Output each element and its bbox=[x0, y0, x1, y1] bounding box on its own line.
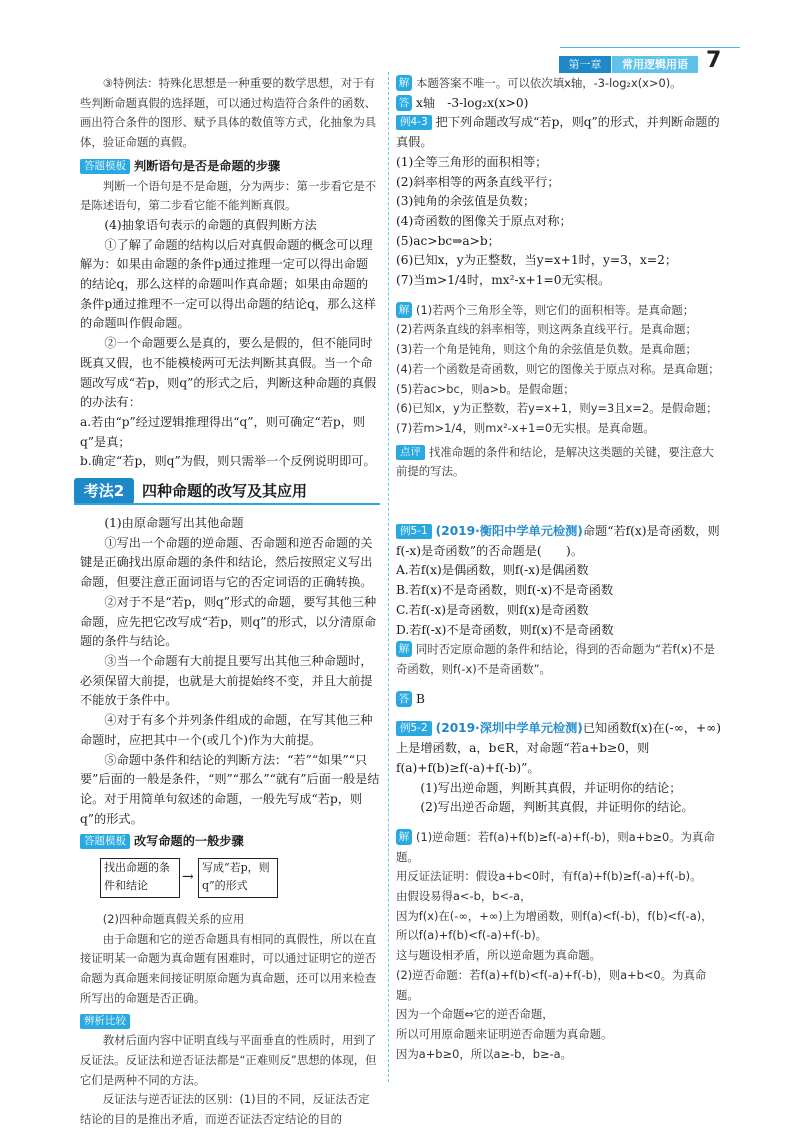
template-heading bbox=[80, 157, 380, 177]
solution-badge: 解 bbox=[396, 75, 412, 91]
list-item: (5)ac>bc⇒a>b； bbox=[396, 233, 500, 248]
solution-line: (7)若m>1/4，则mx²-x+1=0无实根。是真命题。 bbox=[396, 420, 655, 435]
solution-lines bbox=[396, 320, 722, 438]
question: (1)写出逆命题，判断其真假，并证明你的结论； bbox=[420, 780, 682, 795]
solution-badge: 解 bbox=[396, 829, 412, 845]
solution-line: (6)已知x，y为正整数，若y=x+1，则y=3且x=2。是假命题； bbox=[396, 401, 718, 416]
answer-line bbox=[396, 690, 722, 710]
solution-body: 同时否定原命题的条件和结论，得到的否命题为“若f(x)不是奇函数，则f(-x)不是奇函数”。 bbox=[396, 642, 715, 676]
template-tag: 答题模板 bbox=[80, 834, 130, 849]
right-column bbox=[396, 74, 722, 1064]
solution-badge: 解 bbox=[396, 302, 412, 318]
answer-badge: 答 bbox=[396, 95, 412, 111]
answer-badge: 答 bbox=[396, 691, 412, 707]
question: (2)写出逆否命题，判断其真假，并证明你的结论。 bbox=[420, 800, 694, 815]
paragraph: 判断一个语句是不是命题，分为两步：第一步看它是不是陈述语句，第二步看它能不能判断真假。 bbox=[80, 178, 377, 213]
solution-line: 这与题设相矛盾，所以逆命题为真命题。 bbox=[396, 948, 602, 963]
solution-line: (1)逆命题：若f(a)+f(b)≥f(-a)+f(-b)，则a+b≥0。为真命题。 bbox=[396, 829, 715, 864]
list-item: (4)奇函数的图像关于原点对称； bbox=[396, 213, 572, 228]
option-item: A.若f(x)是偶函数，则f(-x)是偶函数 bbox=[396, 563, 589, 578]
solution-line: (4)若一个函数是奇函数，则它的图像关于原点对称。是真命题； bbox=[396, 361, 720, 376]
example-source: (2019·深圳中学单元检测) bbox=[435, 721, 583, 736]
paragraph: ①写出一个命题的逆命题、否命题和逆否命题的关键是正确找出原命题的条件和结论，然后按照定义写出命题，但要注意正面词语与它的否定词语的正确转换。 bbox=[80, 535, 373, 590]
flow-box-step1: 找出命题的条件和结论 bbox=[100, 858, 180, 898]
solution-text bbox=[396, 301, 722, 321]
solution-text bbox=[396, 640, 722, 679]
paragraph: ②对于不是“若p，则q”形式的命题，要写其他三种命题，应先把它改写成“若p，则q”的形式，以分清原命题的条件与结论。 bbox=[80, 594, 377, 649]
paragraph: 反证法与逆否证法的区别：(1)目的不同，反证法否定结论的目的是推出矛盾，而逆否证法否定结论的目的 bbox=[80, 1092, 370, 1127]
solution-text bbox=[396, 828, 722, 867]
page-number: 7 bbox=[706, 48, 722, 73]
paragraph: ③当一个命题有大前提且要写出其他三种命题时，必须保留大前提，也就是大前提始终不变，并且大前提不能放于条件中。 bbox=[80, 653, 373, 708]
solution-badge: 解 bbox=[396, 641, 412, 657]
template-title: 判断语句是否是命题的步骤 bbox=[134, 158, 281, 173]
paragraph: 由于命题和它的逆否命题具有相同的真假性，所以在直接证明某一命题为真命题有困难时，可以通过证明它的逆否命题为真命题来间接证明原命题为真命题，还可以用来检查所写出的命题是否正确。 bbox=[80, 931, 377, 1005]
solution-line: (1)若两个三角形全等，则它们的面积相等。是真命题； bbox=[416, 302, 695, 317]
option-item: D.若f(-x)不是奇函数，则f(x)不是奇函数 bbox=[396, 622, 614, 637]
comment-tag: 点评 bbox=[396, 445, 425, 460]
answer-line bbox=[396, 94, 722, 114]
option-item: B.若f(x)不是奇函数，则f(-x)不是奇函数 bbox=[396, 583, 614, 598]
paragraph: ⑤命题中条件和结论的判断方法：“若”“如果”“只要”后面的一般是条件，“则”“那么”“就有”后面一般是结论。对于用简单句叙述的命题，一般先写成“若p，则q”的形式。 bbox=[80, 752, 380, 826]
list-item: (7)当m>1/4时，mx²-x+1=0无实根。 bbox=[396, 273, 611, 288]
example-label: 例5-2 bbox=[396, 721, 432, 736]
solution-line: (3)若一个角是钝角，则这个角的余弦值是负数。是真命题； bbox=[396, 342, 697, 357]
answer-body: x轴 -3-log₂x(x>0) bbox=[416, 95, 529, 110]
comment-text: 找准命题的条件和结论，是解决这类题的关键，要注意大前提的写法。 bbox=[396, 444, 714, 479]
solution-line: 因为a+b≥0，所以a≥-b，b≥-a。 bbox=[396, 1046, 573, 1061]
example-4-3 bbox=[396, 113, 722, 152]
template-title: 改写命题的一般步骤 bbox=[134, 834, 244, 849]
list-item: (3)钝角的余弦值是负数； bbox=[396, 194, 536, 209]
solution-line: 由假设易得a<-b，b<-a， bbox=[396, 889, 532, 904]
example-label: 例4-3 bbox=[396, 115, 432, 130]
paragraph: ②一个命题要么是真的，要么是假的，但不能同时既真又假，也不能模棱两可无法判断其真假。当一个命题改写成“若p，则q”的形式之后，判断这种命题的真假的办法有： bbox=[80, 336, 377, 410]
left-column bbox=[80, 74, 380, 1130]
solution-line: (2)逆否命题：若f(a)+f(b)<f(-a)+f(-b)，则a+b<0。为真命题。 bbox=[396, 967, 707, 1002]
solution-line: 因为一个命题⇔它的逆否命题， bbox=[396, 1007, 554, 1022]
flow-diagram bbox=[100, 856, 380, 904]
method-heading bbox=[80, 478, 380, 504]
section-label: 常用逻辑用语 bbox=[612, 56, 698, 73]
compare-heading bbox=[80, 1012, 380, 1032]
example-label: 例5-1 bbox=[396, 524, 432, 539]
paragraph: a.若由“p”经过逻辑推理得出“q”，则可确定“若p，则q”是真； bbox=[80, 414, 366, 449]
answer-body: B bbox=[416, 691, 425, 706]
example-text: 已知函数f(x)在(-∞，+∞)上是增函数，a，b∈R，对命题“若a+b≥0，则f(a)+f(b)≥f(-a)+f(-b)”。 bbox=[396, 721, 722, 775]
template-heading bbox=[80, 832, 380, 852]
solution-lines bbox=[396, 867, 722, 1064]
example-text: 命题“若f(x)是奇函数，则f(-x)是奇函数”的否命题是( )。 bbox=[396, 524, 720, 558]
column-divider bbox=[388, 72, 390, 1082]
solution-line: 用反证法证明：假设a+b<0时，有f(a)+f(b)≥f(-a)+f(-b)。 bbox=[396, 869, 702, 884]
method-title: 四种命题的改写及其应用 bbox=[142, 482, 308, 501]
list-item: (2)斜率相等的两条直线平行； bbox=[396, 174, 560, 189]
solution-line: 所以可用原命题来证明逆否命题为真命题。 bbox=[396, 1026, 613, 1041]
example-5-2 bbox=[396, 719, 722, 778]
arrow-icon: → bbox=[182, 869, 194, 886]
list-item: (6)已知x，y为正整数，当y=x+1时，y=3，x=2； bbox=[396, 253, 678, 268]
solution-line: (2)若两条直线的斜率相等，则这两条直线平行。是真命题； bbox=[396, 322, 697, 337]
solution-body: 本题答案不唯一。可以依次填x轴，-3-log₂x(x>0)。 bbox=[416, 76, 682, 90]
paragraph: 教材后面内容中证明直线与平面垂直的性质时，用到了反证法。反证法和逆否证法都是“正难则反”思想的体现，但它们是两种不同的方法。 bbox=[80, 1033, 377, 1087]
solution-line: (5)若ac>bc，则a>b。是假命题； bbox=[396, 381, 575, 396]
compare-tag: 辨析比较 bbox=[80, 1014, 130, 1029]
solution-line: 因为f(x)在(-∞，+∞)上为增函数，则f(a)<f(-b)，f(b)<f(-a)，所以f(a)+f(b)<f(-a)+f(-b)。 bbox=[396, 908, 713, 943]
list-item: (1)全等三角形的面积相等； bbox=[396, 154, 548, 169]
flow-box-step2: 写成“若p，则q”的形式 bbox=[198, 858, 278, 898]
option-list bbox=[396, 561, 722, 640]
example-text: 把下列命题改写成“若p，则q”的形式，并判断命题的真假。 bbox=[396, 115, 720, 150]
paragraph: b.确定“若p，则q”为假，则只需举一个反例说明即可。 bbox=[80, 454, 376, 469]
paragraph: (2)四种命题真假关系的应用 bbox=[102, 912, 245, 927]
example-5-1 bbox=[396, 522, 722, 561]
chapter-label: 第一章 bbox=[559, 56, 611, 73]
solution-text bbox=[396, 74, 722, 94]
paragraph: ④对于有多个并列条件组成的命题，在写其他三种命题时，应把其中一个(或几个)作为大前提。 bbox=[80, 713, 373, 747]
paragraph: ③特例法：特殊化思想是一种重要的数学思想，对于有些判断命题真假的选择题，可以通过构造符合条件的函数、画出符合条件的图形、赋予具体的数值等方式，化抽象为具体，验证命题的真假。 bbox=[80, 76, 377, 150]
paragraph: (4)抽象语句表示的命题的真假判断方法 bbox=[104, 217, 317, 232]
example-source: (2019·衡阳中学单元检测) bbox=[435, 524, 583, 539]
method-rule bbox=[74, 503, 380, 505]
template-tag: 答题模板 bbox=[80, 159, 130, 174]
example-items bbox=[396, 153, 722, 291]
option-item: C.若f(-x)是奇函数，则f(x)是奇函数 bbox=[396, 602, 589, 617]
comment bbox=[396, 443, 722, 482]
paragraph: (1)由原命题写出其他命题 bbox=[104, 516, 244, 531]
paragraph: ①了解了命题的结构以后对真假命题的概念可以理解为：如果由命题的条件p通过推理一定可以得出命题的结论q，那么这样的命题叫作真命题；如果由命题的条件p通过推理不一定可以得出命题的结论q，那么这样的命题叫作假命题。 bbox=[80, 237, 376, 331]
method-label: 考法2 bbox=[74, 478, 134, 504]
